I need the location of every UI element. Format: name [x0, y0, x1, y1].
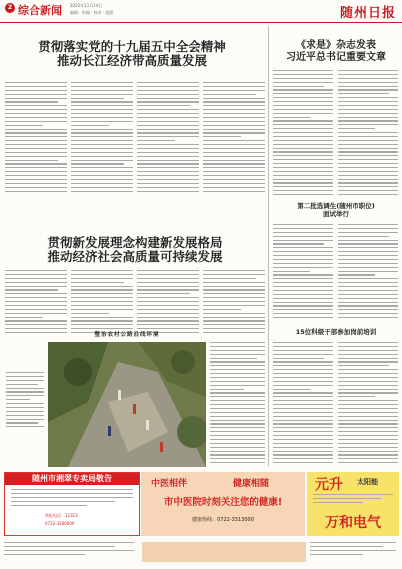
- article2-column3: [137, 270, 199, 338]
- tobacco-bureau-ad: [4, 472, 140, 536]
- photo-illustration: [48, 342, 206, 467]
- tobacco-ad-body: [11, 489, 133, 511]
- appliance-ad-title: 元升: [315, 477, 343, 493]
- main-headline-line2: 推动长江经济带高质量发展: [56, 53, 207, 68]
- road-workers-photo: [48, 342, 206, 467]
- qiushi-headline-line1: 《求是》杂志发表: [296, 40, 376, 51]
- photo-caption-text: [6, 372, 44, 432]
- side-article2-column2: [338, 342, 398, 466]
- second-headline-line2: 推动经济社会高质量可持续发展: [47, 249, 223, 264]
- tobacco-ad-phone: 0722-3200000: [45, 521, 75, 526]
- appliance-ad-sub: 太阳能: [357, 478, 378, 486]
- appliance-ad-brand: 万和电气: [325, 515, 381, 531]
- appliance-ad: [307, 472, 399, 536]
- side-article1-headline-line1: 第二批选调生(随州市职位): [297, 202, 375, 210]
- bottom-ad-mid-band: [142, 542, 306, 562]
- side-article2-headline: 15位科级干部参加岗前培训: [295, 328, 377, 336]
- side-article1-headline-line2: 面试举行: [323, 210, 349, 218]
- article1-column1: [5, 82, 67, 194]
- second-headline: [4, 236, 266, 264]
- column-divider: [268, 26, 269, 466]
- masthead-meta-date: 2022年11月14日: [70, 3, 103, 8]
- masthead: [0, 0, 402, 23]
- article2-column1: [5, 270, 67, 338]
- bottom-ad-right-text: [310, 542, 396, 562]
- newspaper-logo: 随州日报: [339, 6, 396, 21]
- article2-tail-column: [210, 342, 265, 466]
- article1-column2: [71, 82, 133, 194]
- side-article1-column1: [273, 224, 333, 322]
- article1-column3: [137, 82, 199, 194]
- qiushi-column1: [273, 70, 333, 198]
- main-headline-line1: 贯彻落实党的十九届五中全会精神: [38, 39, 226, 54]
- tcm-ad-phone: 健康热线：0722-3313000: [192, 517, 254, 523]
- qiushi-headline: [272, 40, 400, 64]
- main-headline: [4, 40, 260, 68]
- article2-column4: [203, 270, 265, 338]
- article2-column2: [71, 270, 133, 338]
- masthead-meta-editors: 编辑 · 审稿 · 校对 · 组版: [70, 10, 114, 15]
- tcm-hospital-ad: [141, 472, 305, 536]
- side-article1-column2: [338, 224, 398, 322]
- second-headline-line1: 贯彻新发展理念构建新发展格局: [47, 235, 223, 250]
- page-number-badge: 2: [5, 3, 15, 13]
- section-title: 综合新闻: [18, 4, 62, 17]
- side-article2-column1: [273, 342, 333, 466]
- article1-column4: [203, 82, 265, 194]
- qiushi-column2: [338, 70, 398, 198]
- bottom-ad-left-text: [4, 542, 134, 562]
- tcm-ad-title: 市中医院时刻关注您的健康!: [163, 497, 283, 508]
- tcm-ad-slogan-right: 健康相随: [233, 479, 270, 489]
- qiushi-headline-line2: 习近平总书记重要文章: [286, 52, 386, 63]
- bottom-ad-strip: [4, 538, 399, 566]
- tcm-ad-slogan-left: 中医相伴: [151, 479, 188, 489]
- photo-headline: 整治农村公路沿线环境: [94, 332, 160, 338]
- appliance-ad-body: [313, 494, 393, 508]
- side-article1-headline: [272, 202, 400, 218]
- tobacco-ad-title: 随州市湘翠专卖局敬告: [5, 473, 139, 485]
- tobacco-ad-report-line: 举报电话：12313: [45, 513, 78, 518]
